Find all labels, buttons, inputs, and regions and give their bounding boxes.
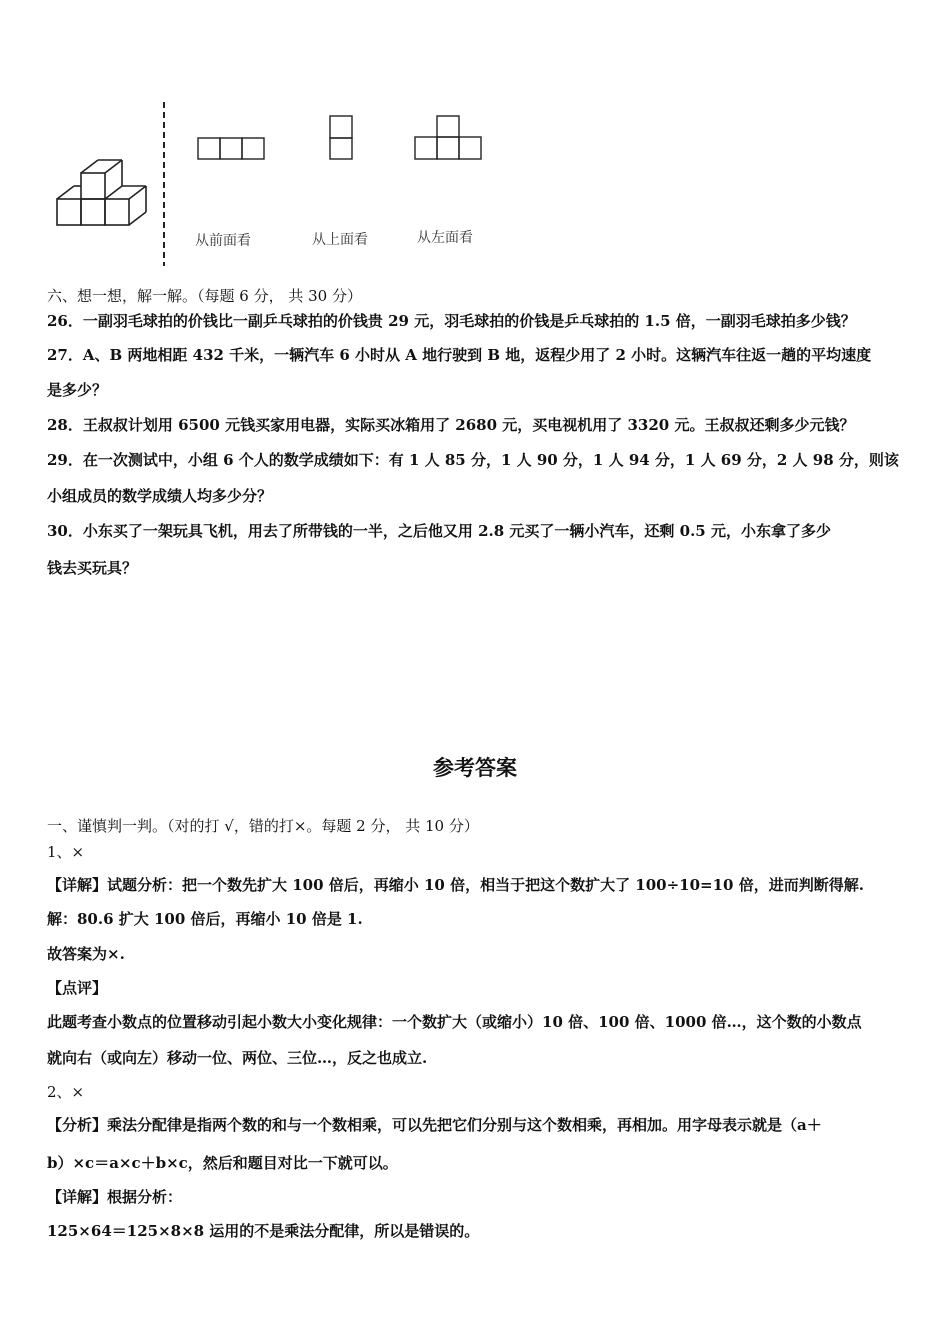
answers-section1-header: 一、谨慎判一判。（对的打 √，错的打×。每题 2 分， 共 10 分） — [47, 817, 479, 835]
question-27-line1: 27．A、B 两地相距 432 千米，一辆汽车 6 小时从 A 地行驶到 B 地，返程少用了 2 小时。这辆汽车往返一趟的平均速度 — [47, 346, 872, 364]
answer-1-comment-line1: 此题考查小数点的位置移动引起小数大小变化规律：一个数扩大（或缩小）10 倍、100 倍、1000 倍…，这个数的小数点 — [47, 1013, 862, 1031]
cube-stack-3d — [57, 160, 146, 225]
left-view — [415, 116, 481, 159]
answer-1-conclusion: 故答案为×. — [47, 945, 125, 963]
question-30-line2: 钱去买玩具？ — [47, 559, 138, 577]
answer-1: 1、× — [47, 843, 85, 861]
left-view-label: 从左面看 — [417, 230, 473, 246]
question-29-line1: 29．在一次测试中，小组 6 个人的数学成绩如下：有 1 人 85 分，1 人 90 分，1 人 94 分，1 人 69 分，2 人 98 分，则该 — [47, 451, 899, 469]
answer-2-analysis-line2: b）×c＝a×c＋b×c，然后和题目对比一下就可以。 — [47, 1154, 398, 1172]
answers-title: 参考答案 — [433, 755, 517, 780]
top-view — [330, 116, 352, 159]
front-view — [198, 138, 264, 159]
answer-1-detail: 【详解】试题分析：把一个数先扩大 100 倍后，再缩小 10 倍，相当于把这个数扩大了 100÷10=10 倍，进而判断得解. — [47, 876, 864, 894]
question-28: 28．王叔叔计划用 6500 元钱买家用电器，实际买冰箱用了 2680 元，买电视机用了 3320 元。王叔叔还剩多少元钱？ — [47, 416, 855, 434]
answer-2-detail: 【详解】根据分析： — [47, 1188, 183, 1206]
answer-2-solution: 125×64＝125×8×8 运用的不是乘法分配律，所以是错误的。 — [47, 1222, 480, 1240]
section6-header: 六、想一想，解一解。（每题 6 分， 共 30 分） — [47, 287, 362, 305]
question-30-line1: 30．小东买了一架玩具飞机，用去了所带钱的一半，之后他又用 2.8 元买了一辆小汽车，还剩 0.5 元，小东拿了多少 — [47, 522, 831, 540]
top-view-label: 从上面看 — [312, 232, 368, 248]
answer-1-comment-line2: 就向右（或向左）移动一位、两位、三位…，反之也成立. — [47, 1049, 428, 1067]
front-view-label: 从前面看 — [195, 233, 251, 249]
answer-2: 2、× — [47, 1083, 85, 1101]
three-views-figure — [40, 96, 500, 266]
answer-2-analysis-line1: 【分析】乘法分配律是指两个数的和与一个数相乘，可以先把它们分别与这个数相乘，再相加。用字母表示就是（a＋ — [47, 1116, 822, 1134]
answer-1-comment-tag: 【点评】 — [47, 979, 108, 997]
question-29-line2: 小组成员的数学成绩人均多少分？ — [47, 487, 273, 505]
question-27-line2: 是多少？ — [47, 381, 108, 399]
question-26: 26．一副羽毛球拍的价钱比一副乒乓球拍的价钱贵 29 元，羽毛球拍的价钱是乒乓球拍的 1.5 倍，一副羽毛球拍多少钱？ — [47, 312, 856, 330]
answer-1-solution: 解：80.6 扩大 100 倍后，再缩小 10 倍是 1. — [47, 910, 363, 928]
